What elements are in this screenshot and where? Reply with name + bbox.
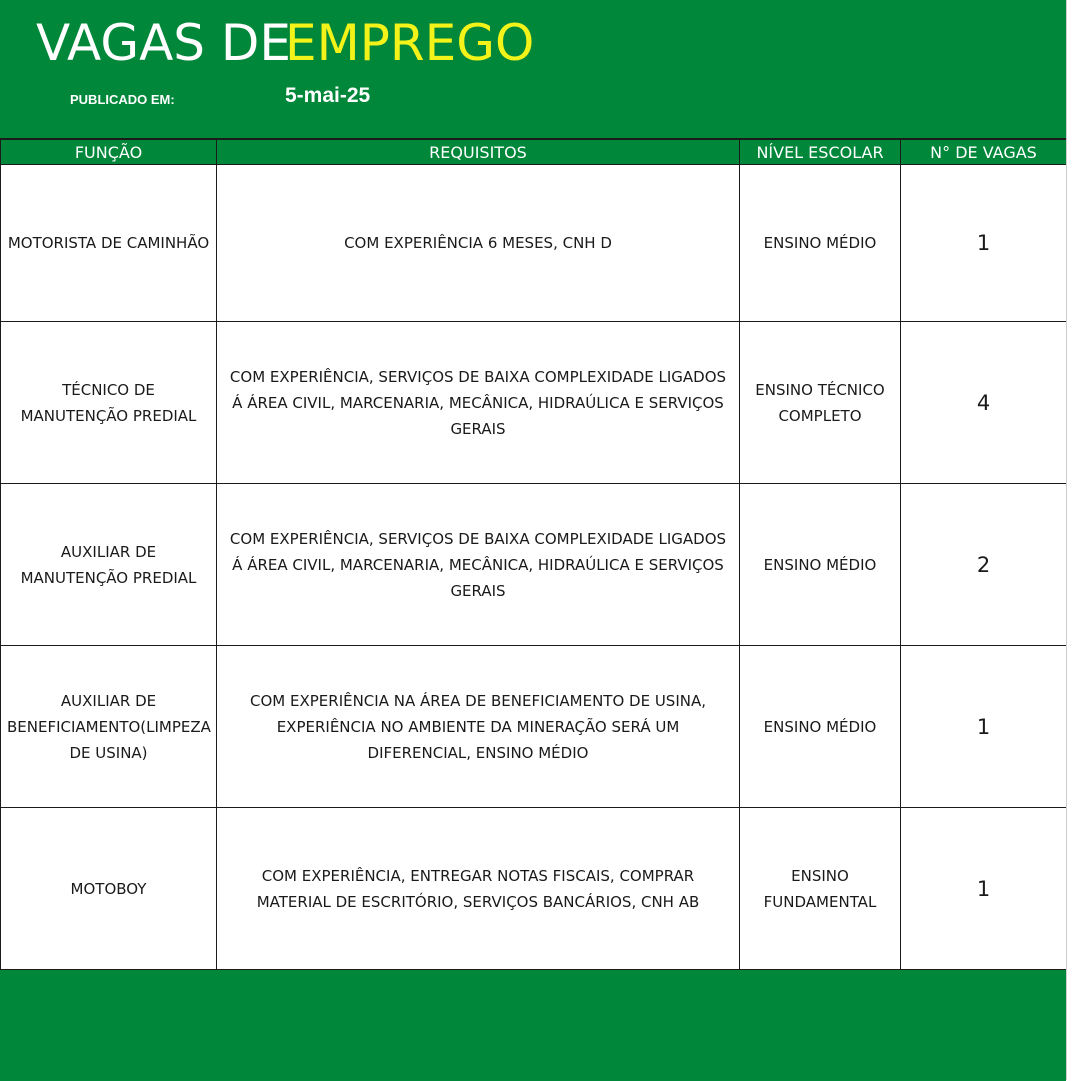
title-vagas-de: VAGAS DE (36, 14, 292, 72)
table-row (1, 646, 1067, 808)
cell-requisitos: COM EXPERIÊNCIA, ENTREGAR NOTAS FISCAIS, COMPRAR MATERIAL DE ESCRITÓRIO, SERVIÇOS BANCÁRIOS, CNH AB (217, 808, 740, 970)
cell-nivel: ENSINO MÉDIO (740, 484, 901, 646)
table-row (1, 484, 1067, 646)
title-emprego: EMPREGO (285, 14, 535, 72)
job-table (0, 139, 1067, 970)
header-banner (0, 0, 1066, 140)
published-label: PUBLICADO EM: (70, 92, 175, 107)
cell-funcao: AUXILIAR DE MANUTENÇÃO PREDIAL (1, 484, 217, 646)
column-header-nivel-escolar: NÍVEL ESCOLAR (740, 140, 901, 165)
page-margin (1066, 0, 1080, 1080)
table-row (1, 808, 1067, 970)
cell-nivel: ENSINO MÉDIO (740, 646, 901, 808)
column-header-requisitos: REQUISITOS (217, 140, 740, 165)
table-row (1, 322, 1067, 484)
cell-vagas: 1 (901, 808, 1067, 970)
table-header-row (1, 140, 1067, 165)
column-header-funcao: FUNÇÃO (1, 140, 217, 165)
cell-funcao: MOTOBOY (1, 808, 217, 970)
published-date: 5-mai-25 (285, 84, 371, 107)
cell-requisitos: COM EXPERIÊNCIA, SERVIÇOS DE BAIXA COMPLEXIDADE LIGADOS Á ÁREA CIVIL, MARCENARIA, MECÂNICA, HIDRAÚLICA E SERVIÇOS GERAIS (217, 322, 740, 484)
cell-vagas: 1 (901, 646, 1067, 808)
cell-funcao: MOTORISTA DE CAMINHÃO (1, 165, 217, 322)
table-row (1, 165, 1067, 322)
cell-nivel: ENSINO FUNDAMENTAL (740, 808, 901, 970)
cell-vagas: 4 (901, 322, 1067, 484)
cell-funcao: TÉCNICO DE MANUTENÇÃO PREDIAL (1, 322, 217, 484)
cell-requisitos: COM EXPERIÊNCIA NA ÁREA DE BENEFICIAMENTO DE USINA, EXPERIÊNCIA NO AMBIENTE DA MINERAÇÃO SERÁ UM DIFERENCIAL, ENSINO MÉDIO (217, 646, 740, 808)
footer-banner (0, 969, 1066, 1081)
column-header-num-vagas: N° DE VAGAS (901, 140, 1067, 165)
cell-requisitos: COM EXPERIÊNCIA, SERVIÇOS DE BAIXA COMPLEXIDADE LIGADOS Á ÁREA CIVIL, MARCENARIA, MECÂNICA, HIDRAÚLICA E SERVIÇOS GERAIS (217, 484, 740, 646)
cell-funcao: AUXILIAR DE BENEFICIAMENTO(LIMPEZA DE USINA) (1, 646, 217, 808)
cell-nivel: ENSINO TÉCNICO COMPLETO (740, 322, 901, 484)
cell-requisitos: COM EXPERIÊNCIA 6 MESES, CNH D (217, 165, 740, 322)
cell-vagas: 1 (901, 165, 1067, 322)
cell-nivel: ENSINO MÉDIO (740, 165, 901, 322)
cell-vagas: 2 (901, 484, 1067, 646)
